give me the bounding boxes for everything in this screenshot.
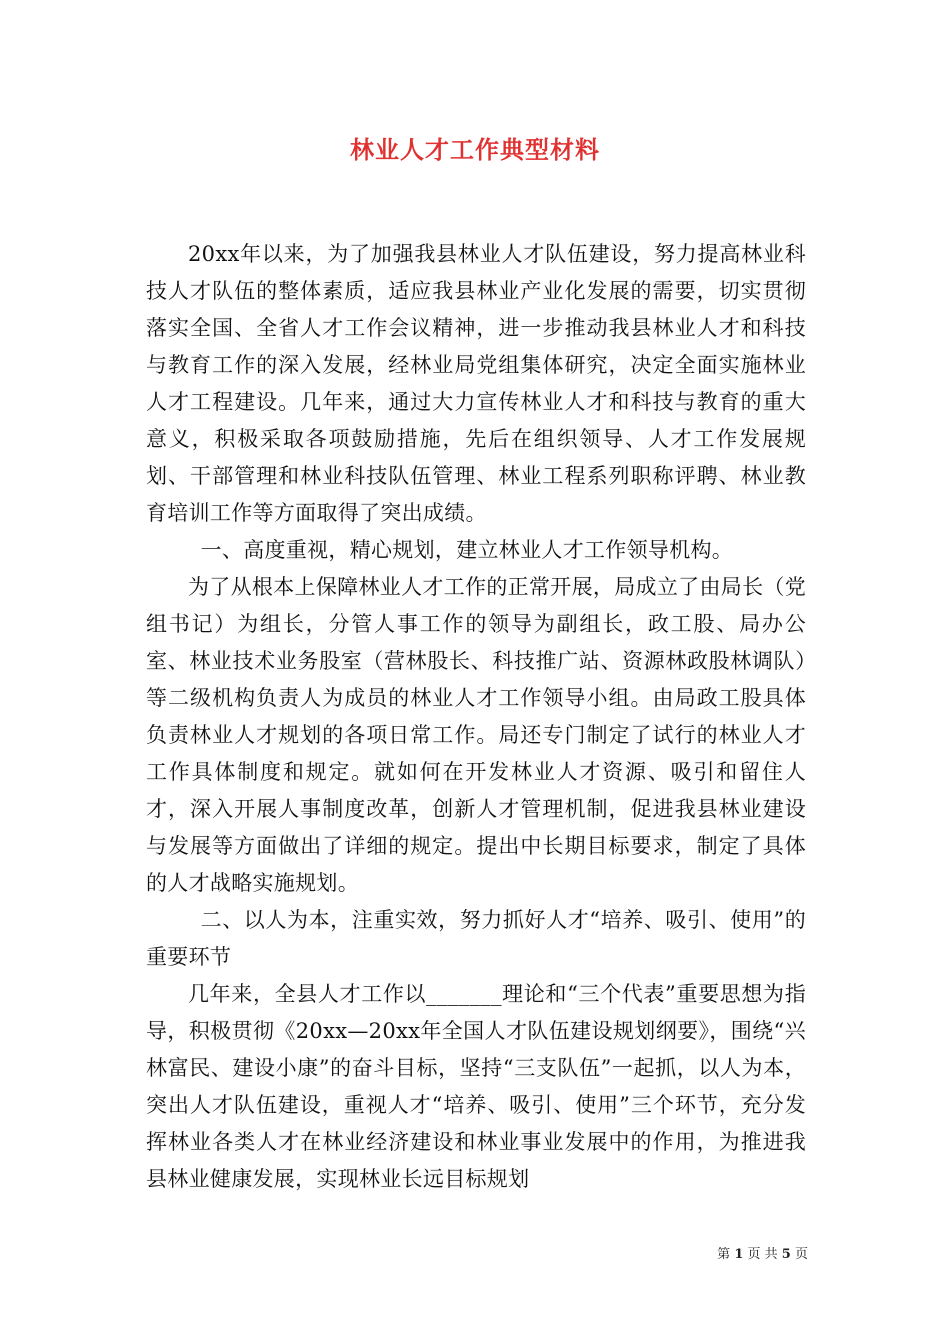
document-body	[146, 236, 806, 1198]
page-number-footer	[717, 1246, 808, 1264]
footer-prefix: 第	[717, 1247, 731, 1262]
paragraph-section-1: 为了从根本上保障林业人才工作的正常开展，局成立了由局长（党组书记）为组长，分管人事工作的领导为副组长，政工股、局办公室、林业技术业务股室（营林股长、科技推广站、资源林政股林调队）等二级机构负责人为成员的林业人才工作领导小组。由局政工股具体负责林业人才规划的各项日常工作。局还专门制定了试行的林业人才工作具体制度和规定。就如何在开发林业人才资源、吸引和留住人才，深入开展人事制度改革，创新人才管理机制，促进我县林业建设与发展等方面做出了详细的规定。提出中长期目标要求，制定了具体的人才战略实施规划。	[146, 575, 806, 895]
document-title: 林业人才工作典型材料	[350, 135, 600, 164]
footer-current-page: 1	[734, 1247, 744, 1262]
section-heading-2: 二、以人为本，注重实效，努力抓好人才“培养、吸引、使用”的重要环节	[146, 908, 806, 969]
footer-suffix: 页	[794, 1247, 808, 1262]
footer-total-pages: 5	[781, 1247, 791, 1262]
section-heading-1: 一、高度重视，精心规划，建立林业人才工作领导机构。	[200, 538, 734, 562]
paragraph-intro: 20xx年以来，为了加强我县林业人才队伍建设，努力提高林业科技人才队伍的整体素质，适应我县林业产业化发展的需要，切实贯彻落实全国、全省人才工作会议精神，进一步推动我县林业人才和科技与教育工作的深入发展，经林业局党组集体研究，决定全面实施林业人才工程建设。几年来，通过大力宣传林业人才和科技与教育的重大意义，积极采取各项鼓励措施，先后在组织领导、人才工作发展规划、干部管理和林业科技队伍管理、林业工程系列职称评聘、林业教育培训工作等方面取得了突出成绩。	[146, 242, 806, 525]
paragraph-section-2: 几年来，全县人才工作以_______理论和“三个代表”重要思想为指导，积极贯彻《20xx—20xx年全国人才队伍建设规划纲要》，围绕“兴林富民、建设小康”的奋斗目标，坚持“三支队伍”一起抓，以人为本，突出人才队伍建设，重视人才“培养、吸引、使用”三个环节，充分发挥林业各类人才在林业经济建设和林业事业发展中的作用，为推进我县林业健康发展，实现林业长远目标规划	[146, 982, 806, 1191]
footer-middle: 页 共	[747, 1247, 778, 1262]
